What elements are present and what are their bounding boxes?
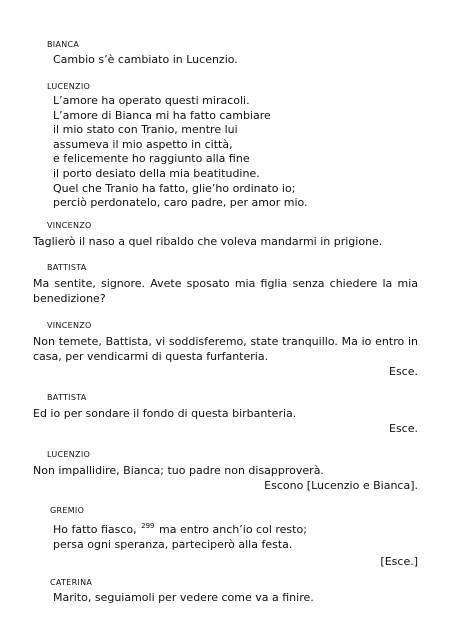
speech-bianca — [33, 40, 418, 68]
verse-line: L’amore di Bianca mi ha fatto cambiare — [53, 108, 271, 122]
speaker-name: CATERINA — [50, 578, 93, 587]
speaker-name: LUCENZIO — [47, 450, 91, 459]
speaker-name: VINCENZO — [47, 221, 92, 230]
verse-line: Cambio s’è cambiato in Lucenzio. — [53, 53, 238, 66]
speaker-name: GREMIO — [50, 506, 85, 515]
verse-line: persa ogni speranza, parteciperò alla festa. — [53, 537, 293, 551]
speaker-name: BATTISTA — [47, 393, 87, 402]
verse-line: il porto desiato della mia beatitudine. — [53, 166, 260, 180]
speaker-name: BIANCA — [47, 40, 80, 49]
verse-text: ma entro anch’io col resto; — [159, 523, 307, 536]
speech-lucenzio-verse — [33, 82, 418, 211]
speech-vincenzo-2 — [33, 321, 418, 379]
speech-lucenzio-2 — [33, 450, 418, 493]
stage-direction: [Esce.] — [380, 555, 418, 569]
verse-line: il mio stato con Tranio, mentre lui — [53, 123, 238, 137]
verse-line: perciò perdonatelo, caro padre, per amor mio. — [53, 196, 308, 210]
prose-text: Ed io per sondare il fondo di questa birbanteria. — [33, 407, 297, 420]
prose-text: Non impallidire, Bianca; tuo padre non disapproverà. — [33, 464, 324, 477]
stage-direction: Escono [Lucenzio e Bianca]. — [264, 479, 418, 492]
speaker-name: BATTISTA — [47, 263, 87, 272]
verse-line: L’amore ha operato questi miracoli. — [53, 94, 250, 107]
verse-text: Ho fatto fiasco, — [53, 523, 137, 536]
speech-battista — [33, 263, 418, 306]
speech-battista-2 — [33, 393, 418, 436]
speech-caterina — [33, 578, 418, 606]
prose-text: Taglierò il naso a quel ribaldo che voleva mandarmi in prigione. — [33, 235, 383, 248]
verse-line: e felicemente ho raggiunto alla fine — [53, 152, 250, 166]
verse-line — [53, 519, 418, 538]
speech-gremio — [33, 506, 418, 569]
stage-direction: Esce. — [389, 422, 418, 435]
verse-line: Quel che Tranio ha fatto, glie’ho ordinato io; — [53, 181, 296, 195]
prose-text: Non temete, Battista, vi soddisferemo, state tranquillo. Ma io entro in casa, per vendicarmi di questa furfanteria. — [33, 335, 418, 363]
prose-text: Ma sentite, signore. Avete sposato mia figlia senza chiedere la mia benedizione? — [33, 277, 418, 305]
speaker-name: VINCENZO — [47, 321, 92, 330]
speaker-name: LUCENZIO — [47, 82, 91, 91]
verse-line: assumeva il mio aspetto in città, — [53, 137, 233, 151]
stage-direction: Esce. — [389, 365, 418, 378]
footnote-marker[interactable]: 299 — [141, 522, 155, 530]
verse-line: Marito, seguiamoli per vedere come va a finire. — [53, 591, 314, 604]
speech-vincenzo — [33, 221, 418, 249]
